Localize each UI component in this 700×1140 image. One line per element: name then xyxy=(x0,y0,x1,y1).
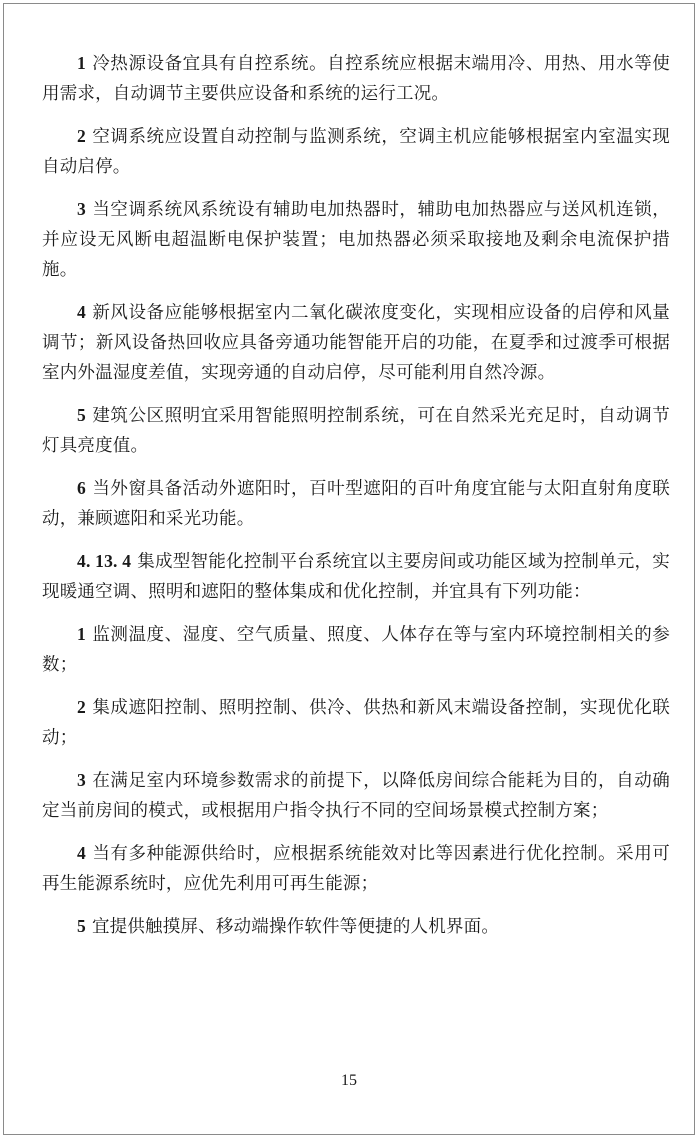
list-item xyxy=(42,692,670,753)
item-text: 空调系统应设置自动控制与监测系统，空调主机应能够根据室内室温实现自动启停。 xyxy=(42,127,670,177)
item-number: 3 xyxy=(77,199,86,219)
list-item xyxy=(42,619,670,680)
clause-paragraph xyxy=(42,546,670,607)
list-item xyxy=(42,838,670,899)
item-number: 2 xyxy=(77,126,86,146)
list-item xyxy=(42,121,670,182)
item-number: 5 xyxy=(77,405,86,425)
item-number: 6 xyxy=(77,478,86,498)
clause-number: 4. 13. 4 xyxy=(77,551,132,571)
list-item xyxy=(42,400,670,461)
list-item xyxy=(42,297,670,388)
document-page xyxy=(3,3,695,1135)
page-number: 15 xyxy=(341,1072,357,1089)
item-text: 集成遮阳控制、照明控制、供冷、供热和新风末端设备控制，实现优化联动； xyxy=(42,698,670,748)
item-number: 4 xyxy=(77,302,86,322)
list-item xyxy=(42,911,670,942)
item-text: 当外窗具备活动外遮阳时，百叶型遮阳的百叶角度宜能与太阳直射角度联动，兼顾遮阳和采光功能。 xyxy=(42,479,670,529)
item-text: 建筑公区照明宜采用智能照明控制系统，可在自然采光充足时，自动调节灯具亮度值。 xyxy=(42,406,670,456)
item-text: 监测温度、湿度、空气质量、照度、人体存在等与室内环境控制相关的参数； xyxy=(42,625,670,675)
item-number: 2 xyxy=(77,697,86,717)
item-text: 在满足室内环境参数需求的前提下，以降低房间综合能耗为目的，自动确定当前房间的模式，或根据用户指令执行不同的空间场景模式控制方案； xyxy=(42,771,670,821)
page-content xyxy=(42,48,670,954)
item-number: 3 xyxy=(77,770,86,790)
item-text: 新风设备应能够根据室内二氧化碳浓度变化，实现相应设备的启停和风量调节；新风设备热回收应具备旁通功能智能开启的功能，在夏季和过渡季可根据室内外温湿度差值，实现旁通的自动启停，尽可能利用自然冷源。 xyxy=(42,303,670,383)
list-item xyxy=(42,194,670,285)
item-number: 5 xyxy=(77,916,86,936)
item-text: 宜提供触摸屏、移动端操作软件等便捷的人机界面。 xyxy=(91,917,500,937)
list-item xyxy=(42,48,670,109)
list-item xyxy=(42,765,670,826)
item-text: 当空调系统风系统设有辅助电加热器时，辅助电加热器应与送风机连锁，并应设无风断电超温断电保护装置；电加热器必须采取接地及剩余电流保护措施。 xyxy=(42,200,670,280)
item-number: 1 xyxy=(77,53,86,73)
list-item xyxy=(42,473,670,534)
item-number: 4 xyxy=(77,843,86,863)
item-text: 当有多种能源供给时，应根据系统能效对比等因素进行优化控制。采用可再生能源系统时，应优先利用可再生能源； xyxy=(42,844,670,894)
clause-text: 集成型智能化控制平台系统宜以主要房间或功能区域为控制单元，实现暖通空调、照明和遮阳的整体集成和优化控制，并宜具有下列功能： xyxy=(42,552,670,602)
item-number: 1 xyxy=(77,624,86,644)
item-text: 冷热源设备宜具有自控系统。自控系统应根据末端用冷、用热、用水等使用需求，自动调节主要供应设备和系统的运行工况。 xyxy=(42,54,670,104)
